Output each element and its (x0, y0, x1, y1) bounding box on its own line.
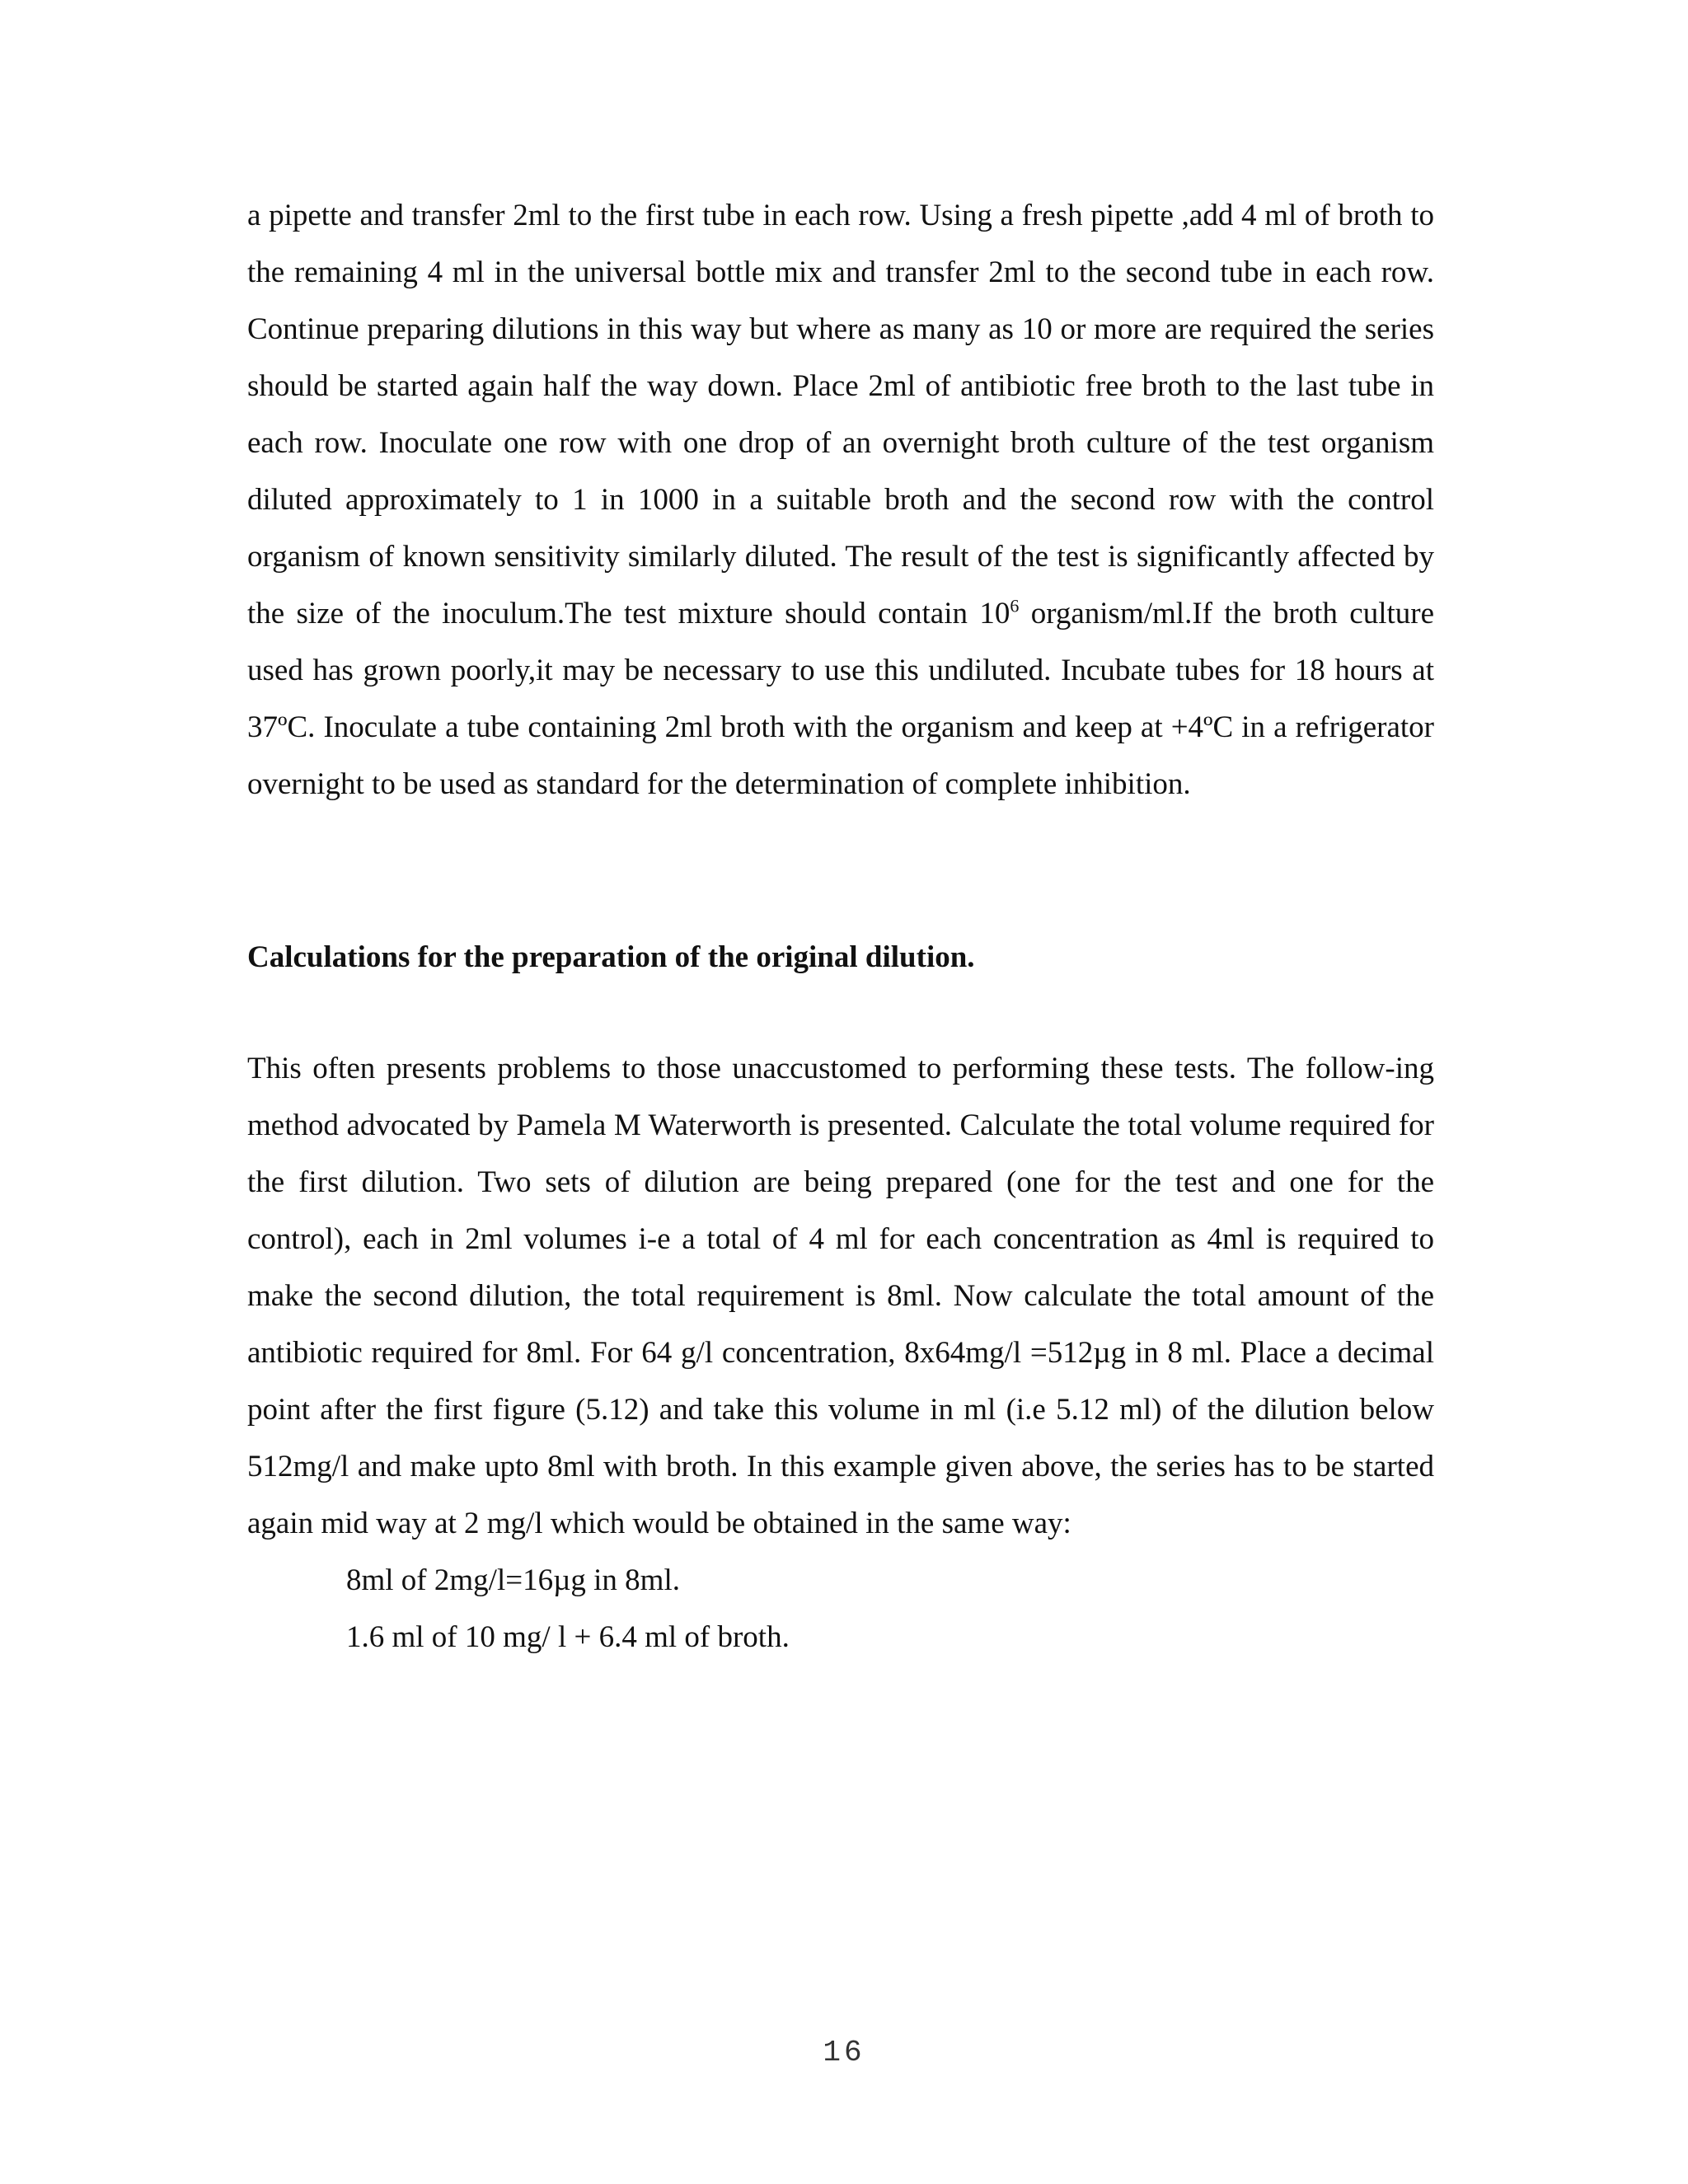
paragraph-procedure (247, 187, 1434, 813)
section-heading: Calculations for the preparation of the original dilution. (247, 940, 975, 974)
paragraph-calculations (247, 1040, 1434, 1666)
page-number: 16 (823, 2036, 865, 2069)
exponent-superscript: 6 (1010, 595, 1020, 616)
paragraph-procedure-text-b: organism/ml.If the broth culture used has grown poorly,it may be necessary to use this undiluted. Incubate tubes for 18 hours at 37ºC. Inoculate a tube containing 2ml broth with the organism and keep at +4ºC in a refrigerator overnight to be used as standard for the determination of complete inhibition. (247, 597, 1434, 801)
example-line-1: 8ml of 2mg/l=16µg in 8ml. (346, 1563, 680, 1597)
paragraph-calculations-text: This often presents problems to those unaccustomed to performing these tests. The follow-ing method advocated by Pamela M Waterworth is presented. Calculate the total volume required for the first dilution. Two sets of dilution are being prepared (one for the test and one for the control), each in 2ml volumes i-e a total of 4 ml for each concentration as 4ml is required to make the second dilution, the total requirement is 8ml. Now calculate the total amount of the antibiotic required for 8ml. For 64 g/l concentration, 8x64mg/l =512µg in 8 ml. Place a decimal point after the first figure (5.12) and take this volume in ml (i.e 5.12 ml) of the dilution below 512mg/l and make upto 8ml with broth. In this example given above, the series has to be started again mid way at 2 mg/l which would be obtained in the same way: (247, 1052, 1434, 1540)
paragraph-procedure-text-a: a pipette and transfer 2ml to the first tube in each row. Using a fresh pipette ,add 4 ml of broth to the remaining 4 ml in the universal bottle mix and transfer 2ml to the second tube in each row. Continue preparing dilutions in this way but where as many as 10 or more are required the series should be started again half the way down. Place 2ml of antibiotic free broth to the last tube in each row. Inoculate one row with one drop of an overnight broth culture of the test organism diluted approximately to 1 in 1000 in a suitable broth and the second row with the control organism of known sensitivity similarly diluted. The result of the test is significantly affected by the size of the inoculum.The test mixture should contain 10 (247, 199, 1434, 630)
example-line-2: 1.6 ml of 10 mg/ l + 6.4 ml of broth. (346, 1620, 790, 1654)
